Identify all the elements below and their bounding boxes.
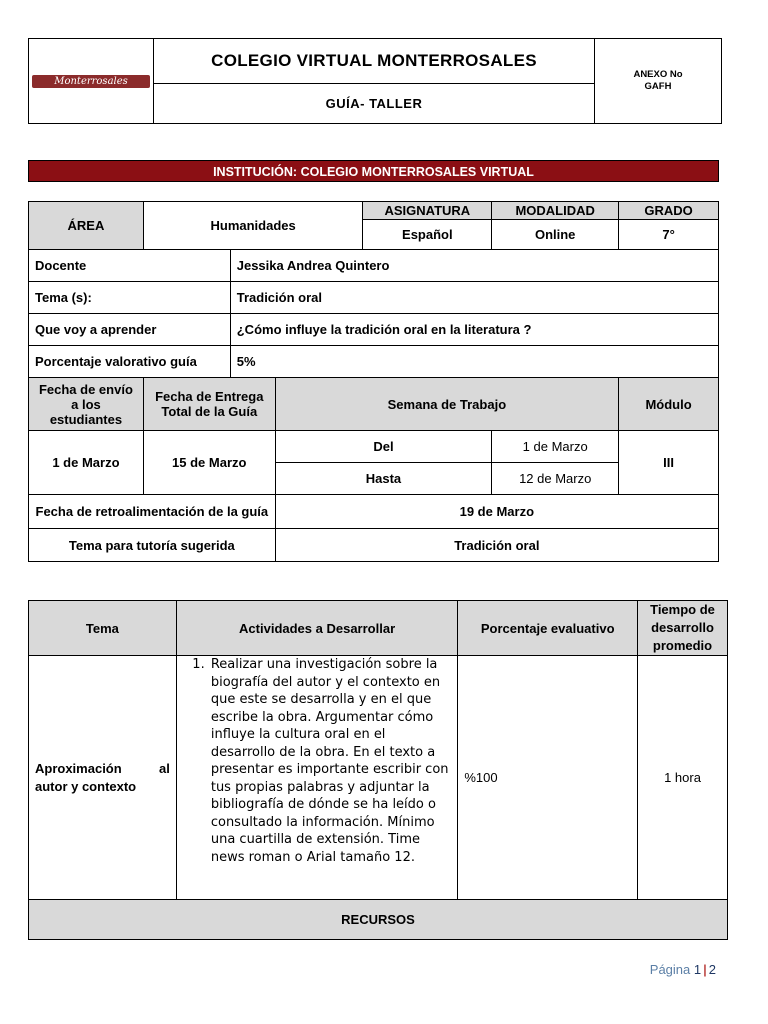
guide-info-table xyxy=(28,201,719,562)
document-header xyxy=(28,38,722,124)
fecha-envio-label: Fecha de envío a los estudiantes xyxy=(29,378,144,431)
area-value: Humanidades xyxy=(143,202,363,250)
institution-banner: INSTITUCIÓN: COLEGIO MONTERROSALES VIRTUAL xyxy=(28,160,719,182)
tema-value: Tradición oral xyxy=(230,282,718,314)
page-total: 2 xyxy=(708,962,716,977)
grado-label: GRADO xyxy=(619,202,719,220)
tema-label: Tema (s): xyxy=(29,282,231,314)
activity-list xyxy=(183,656,454,866)
page-separator: | xyxy=(703,962,707,977)
activity-porcentaje: %100 xyxy=(458,656,638,900)
tutoria-value: Tradición oral xyxy=(275,529,718,562)
asignatura-value: Español xyxy=(363,220,492,250)
porcentaje-value: 5% xyxy=(230,346,718,378)
page-indicator xyxy=(650,962,716,977)
page-current: 1 xyxy=(693,962,702,977)
fecha-entrega-value: 15 de Marzo xyxy=(143,431,275,495)
modulo-label: Módulo xyxy=(619,378,719,431)
document-type: GUÍA- TALLER xyxy=(154,84,595,124)
grado-value: 7° xyxy=(619,220,719,250)
docente-label: Docente xyxy=(29,250,231,282)
tutoria-label: Tema para tutoría sugerida xyxy=(29,529,276,562)
fecha-envio-value: 1 de Marzo xyxy=(29,431,144,495)
school-name: COLEGIO VIRTUAL MONTERROSALES xyxy=(154,39,595,84)
activity-tema: Aproximación al autor y contexto xyxy=(29,656,177,900)
school-logo: Monterrosales xyxy=(32,75,150,88)
logo-cell xyxy=(29,39,154,124)
hasta-label: Hasta xyxy=(275,463,492,495)
semana-label: Semana de Trabajo xyxy=(275,378,618,431)
activities-table xyxy=(28,600,728,940)
page-word: Página xyxy=(649,962,691,977)
area-label: ÁREA xyxy=(29,202,144,250)
del-value: 1 de Marzo xyxy=(492,431,619,463)
activity-description-cell xyxy=(176,656,458,900)
modalidad-value: Online xyxy=(492,220,619,250)
list-item: 1. Realizar una investigación sobre la biografía del autor y el contexto en que este se desarrolla y en el que escribe la obra. Argumentar cómo influye la cultura oral en el desarrollo de la obra. En el texto a presentar es importante escribir con tus propias palabras y adjuntar la bibliografía de dónde se ha leído o consultado la información. Mínimo una cuartilla de extensión. Time news roman o Arial tamaño 12. xyxy=(209,656,454,866)
recursos-header: RECURSOS xyxy=(29,900,728,940)
col-porcentaje-header: Porcentaje evaluativo xyxy=(458,601,638,656)
activity-tiempo: 1 hora xyxy=(638,656,728,900)
col-tema-header: Tema xyxy=(29,601,177,656)
col-tiempo-header: Tiempo de desarrollo promedio xyxy=(638,601,728,656)
del-label: Del xyxy=(275,431,492,463)
porcentaje-label: Porcentaje valorativo guía xyxy=(29,346,231,378)
annex-code: GAFH xyxy=(644,81,672,92)
modulo-value: III xyxy=(619,431,719,495)
hasta-value: 12 de Marzo xyxy=(492,463,619,495)
aprender-value: ¿Cómo influye la tradición oral en la literatura ? xyxy=(230,314,718,346)
retro-label: Fecha de retroalimentación de la guía xyxy=(29,495,276,529)
docente-value: Jessika Andrea Quintero xyxy=(230,250,718,282)
annex-number: ANEXO No xyxy=(633,69,683,80)
col-actividades-header: Actividades a Desarrollar xyxy=(176,601,458,656)
asignatura-label: ASIGNATURA xyxy=(363,202,492,220)
modalidad-label: MODALIDAD xyxy=(492,202,619,220)
aprender-label: Que voy a aprender xyxy=(29,314,231,346)
retro-value: 19 de Marzo xyxy=(275,495,718,529)
fecha-entrega-label: Fecha de Entrega Total de la Guía xyxy=(143,378,275,431)
annex-box xyxy=(595,39,722,124)
